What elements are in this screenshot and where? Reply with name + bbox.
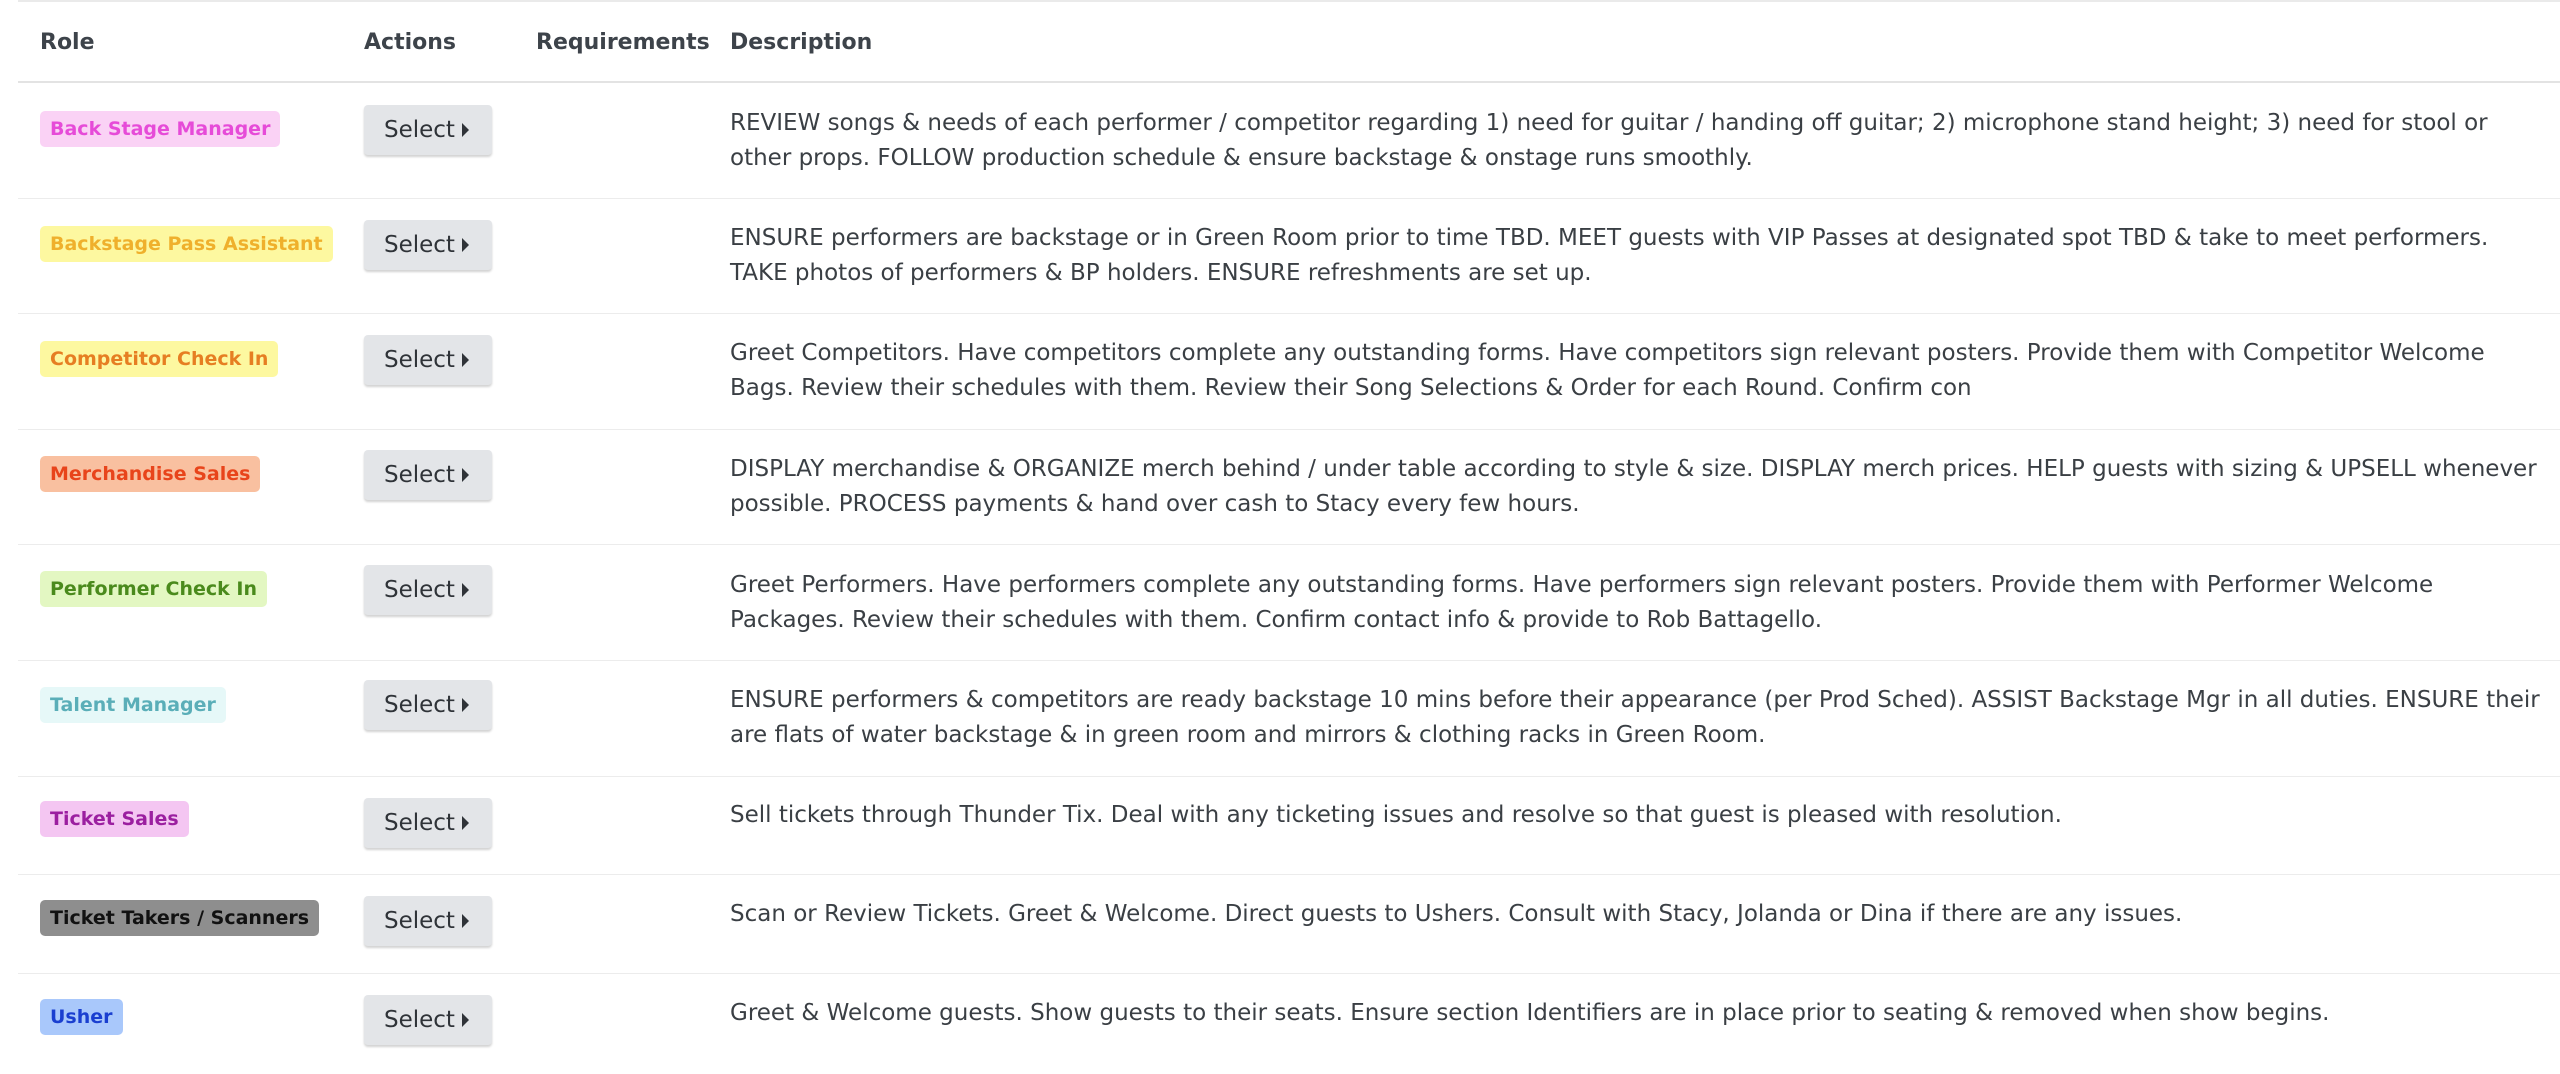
select-button[interactable]	[364, 105, 492, 155]
role-cell	[40, 801, 189, 837]
table-row	[18, 430, 2560, 545]
select-button-label: Select	[384, 692, 455, 718]
role-badge: Merchandise Sales	[40, 456, 260, 492]
table-body	[18, 83, 2560, 1072]
caret-right-icon	[462, 914, 469, 928]
select-button-label: Select	[384, 347, 455, 373]
select-button[interactable]	[364, 450, 492, 500]
action-cell	[364, 105, 492, 155]
caret-right-icon	[462, 698, 469, 712]
table-row	[18, 974, 2560, 1072]
select-button-label: Select	[384, 232, 455, 258]
description-cell: Greet Competitors. Have competitors complete any outstanding forms. Have competitors sign relevant posters. Provide them with Competitor Welcome Bags. Review their schedules with them. Review their Song Selections & Order for each Round. Confirm con	[730, 340, 2485, 401]
select-button[interactable]	[364, 798, 492, 848]
select-button-label: Select	[384, 908, 455, 934]
action-cell	[364, 680, 492, 730]
role-cell	[40, 111, 280, 147]
select-button[interactable]	[364, 896, 492, 946]
select-button-label: Select	[384, 1007, 455, 1033]
caret-right-icon	[462, 816, 469, 830]
table-row	[18, 777, 2560, 875]
table-row	[18, 875, 2560, 974]
action-cell	[364, 565, 492, 615]
header-requirements: Requirements	[536, 30, 710, 55]
role-badge: Competitor Check In	[40, 341, 278, 377]
description-cell: Greet Performers. Have performers complete any outstanding forms. Have performers sign relevant posters. Provide them with Performer Welcome Packages. Review their schedules with them. Confirm contact info & provide to Rob Battagello.	[730, 572, 2434, 633]
table-row	[18, 199, 2560, 314]
description-cell: DISPLAY merchandise & ORGANIZE merch behind / under table according to style & size. DISPLAY merch prices. HELP guests with sizing & UPSELL whenever possible. PROCESS payments & hand over cash to Stacy every few hours.	[730, 456, 2537, 517]
role-cell	[40, 456, 260, 492]
caret-right-icon	[462, 353, 469, 367]
table-row	[18, 661, 2560, 777]
role-badge: Performer Check In	[40, 571, 267, 607]
role-badge: Ticket Takers / Scanners	[40, 900, 319, 936]
action-cell	[364, 896, 492, 946]
header-role: Role	[40, 30, 95, 55]
select-button[interactable]	[364, 680, 492, 730]
role-cell	[40, 226, 333, 262]
role-badge: Usher	[40, 999, 123, 1035]
caret-right-icon	[462, 583, 469, 597]
role-cell	[40, 571, 267, 607]
role-badge: Talent Manager	[40, 687, 226, 723]
select-button[interactable]	[364, 335, 492, 385]
description-cell: REVIEW songs & needs of each performer / competitor regarding 1) need for guitar / handing off guitar; 2) microphone stand height; 3) need for stool or other props. FOLLOW production schedule & ensure backstage & onstage runs smoothly.	[730, 110, 2488, 171]
role-badge: Backstage Pass Assistant	[40, 226, 333, 262]
action-cell	[364, 798, 492, 848]
caret-right-icon	[462, 123, 469, 137]
role-cell	[40, 900, 319, 936]
select-button[interactable]	[364, 995, 492, 1045]
table-header	[18, 0, 2560, 83]
table-row	[18, 83, 2560, 199]
description-cell: Scan or Review Tickets. Greet & Welcome. Direct guests to Ushers. Consult with Stacy, Jolanda or Dina if there are any issues.	[730, 901, 2183, 927]
role-cell	[40, 687, 226, 723]
select-button-label: Select	[384, 117, 455, 143]
table-row	[18, 314, 2560, 430]
role-badge: Back Stage Manager	[40, 111, 280, 147]
description-cell: Greet & Welcome guests. Show guests to their seats. Ensure section Identifiers are in place prior to seating & removed when show begins.	[730, 1000, 2330, 1026]
select-button-label: Select	[384, 462, 455, 488]
select-button-label: Select	[384, 810, 455, 836]
action-cell	[364, 220, 492, 270]
description-cell: ENSURE performers are backstage or in Green Room prior to time TBD. MEET guests with VIP Passes at designated spot TBD & take to meet performers. TAKE photos of performers & BP holders. ENSURE refreshments are set up.	[730, 225, 2489, 286]
role-badge: Ticket Sales	[40, 801, 189, 837]
action-cell	[364, 995, 492, 1045]
description-cell: ENSURE performers & competitors are ready backstage 10 mins before their appearance (per Prod Sched). ASSIST Backstage Mgr in all duties. ENSURE their are flats of water backstage & in green room and mirrors & clothing racks in Green Room.	[730, 687, 2540, 748]
select-button[interactable]	[364, 220, 492, 270]
roles-table	[18, 0, 2560, 1072]
role-cell	[40, 999, 123, 1035]
role-cell	[40, 341, 278, 377]
caret-right-icon	[462, 1013, 469, 1027]
header-description: Description	[730, 30, 873, 55]
caret-right-icon	[462, 238, 469, 252]
table-row	[18, 545, 2560, 661]
caret-right-icon	[462, 468, 469, 482]
select-button[interactable]	[364, 565, 492, 615]
header-actions: Actions	[364, 30, 456, 55]
action-cell	[364, 335, 492, 385]
action-cell	[364, 450, 492, 500]
description-cell: Sell tickets through Thunder Tix. Deal with any ticketing issues and resolve so that guest is pleased with resolution.	[730, 802, 2062, 828]
select-button-label: Select	[384, 577, 455, 603]
